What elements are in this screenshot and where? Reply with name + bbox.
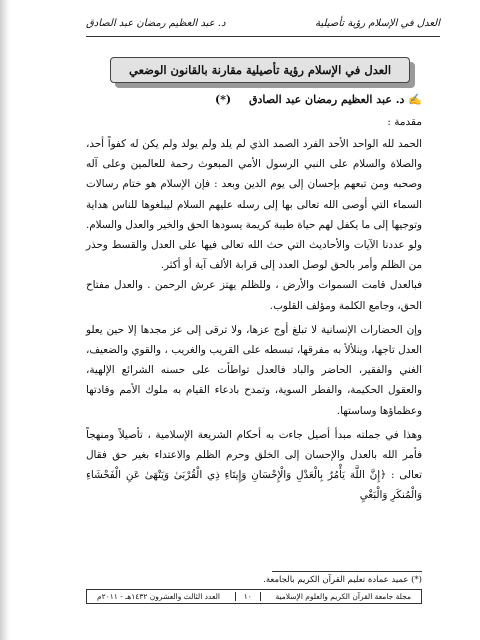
header-journal-title: العدل في الإسلام رؤية تأصيلية [315,18,440,29]
intro-heading: مقدمة : [387,116,422,128]
author-name: د. عبد العظيم رمضان عبد الصادق [248,93,405,106]
page-number: ١٠ [235,592,261,601]
header-author: د. عبد العظيم رمضان عبد الصادق [86,18,226,29]
paragraph: الحمد لله الواحد الأحد الفرد الصمد الذي لم يلد ولم يولد ولم يكن له كفواً أحد، والصلاة والسلام على النبي الرسول الأمي المبعوث رحمة للعالمين وعلى آله وصحبه ومن تبعهم بإحسان إلى يوم الدين وبعد : فإن الإسلام هو ختام رسالات السماء التي أوصى الله تعالى بها إلى رسله عليهم السلام ليبلغوها للناس هداية وتوجيها إلى ما يكفل لهم حياة طيبة كريمة يسودها الحق والخير والعدل والسلام. ولو عددنا الآيات والأحاديث التي حث الله تعالى فيها على العدل والقسط وحذر من الظلم وأمر بالحق لوصل العدد إلى قرابة الألف آية أو أكثر. [86,138,422,272]
footer-issue: العدد الثالث والعشرون ١٤٣٢هـ - ٢٠١١م [97,592,220,601]
title-box [110,57,410,83]
pen-icon: ✍ [408,93,422,106]
author-footnote-mark: (*) [214,93,232,106]
footnote-rule [272,571,422,572]
header-rule [86,36,440,37]
page-footer [86,589,422,604]
paragraph: وهذا في جملته مبدأ أصيل جاءت به أحكام الشريعة الإسلامية ، تأصيلاً ومنهجاً فأمر الله بالعدل والإحسان إلى الخلق وحرم الظلم والاعتداء بغير حق فقال تعالى : ﴿إِنَّ اللَّهَ يَأْمُرُ بِالْعَدْلِ وَالْإِحْسَانِ وَإِيتَاءِ ذِي الْقُرْبَىٰ وَيَنْهَىٰ عَنِ الْفَحْشَاءِ وَالْمُنكَرِ وَالْبَغْيِ [86,428,422,502]
paragraph: فبالعدل قامت السموات والأرض ، وللظلم يهتز عرش الرحمن . والعدل مفتاح الحق، وجامع الكلمة ومؤلف القلوب. [86,279,422,312]
running-header [86,18,440,36]
footer-journal: مجلة جامعة القرآن الكريم والعلوم الإسلامية [275,592,411,601]
article-title: العدل في الإسلام رؤية تأصيلية مقارنة بالقانون الوضعي [110,57,410,83]
scan-edge-shadow [0,0,10,640]
author-line [215,93,422,106]
paragraph: وإن الحضارات الإنسانية لا تبلغ أوج عزها، ولا ترقى إلى عز مجدها إلا حين يعلو العدل تاجها، وينلألأ به مفرقها، تبسطه على القريب والغريب ، والقوي والضعيف، الغني والفقير، الحاضر والباد فالعدل تواطأت على حسنه الشرائع الإلهية، والعقول الحكيمة، والفطر السوية، وتمدح بادعاء القيام به ملوك الأمم وقادتها وعظماؤها وساستها. [86,323,422,417]
body-text [86,134,422,506]
footnote: (*) عميد عمادة تعليم القرآن الكريم بالجامعة. [263,575,422,585]
